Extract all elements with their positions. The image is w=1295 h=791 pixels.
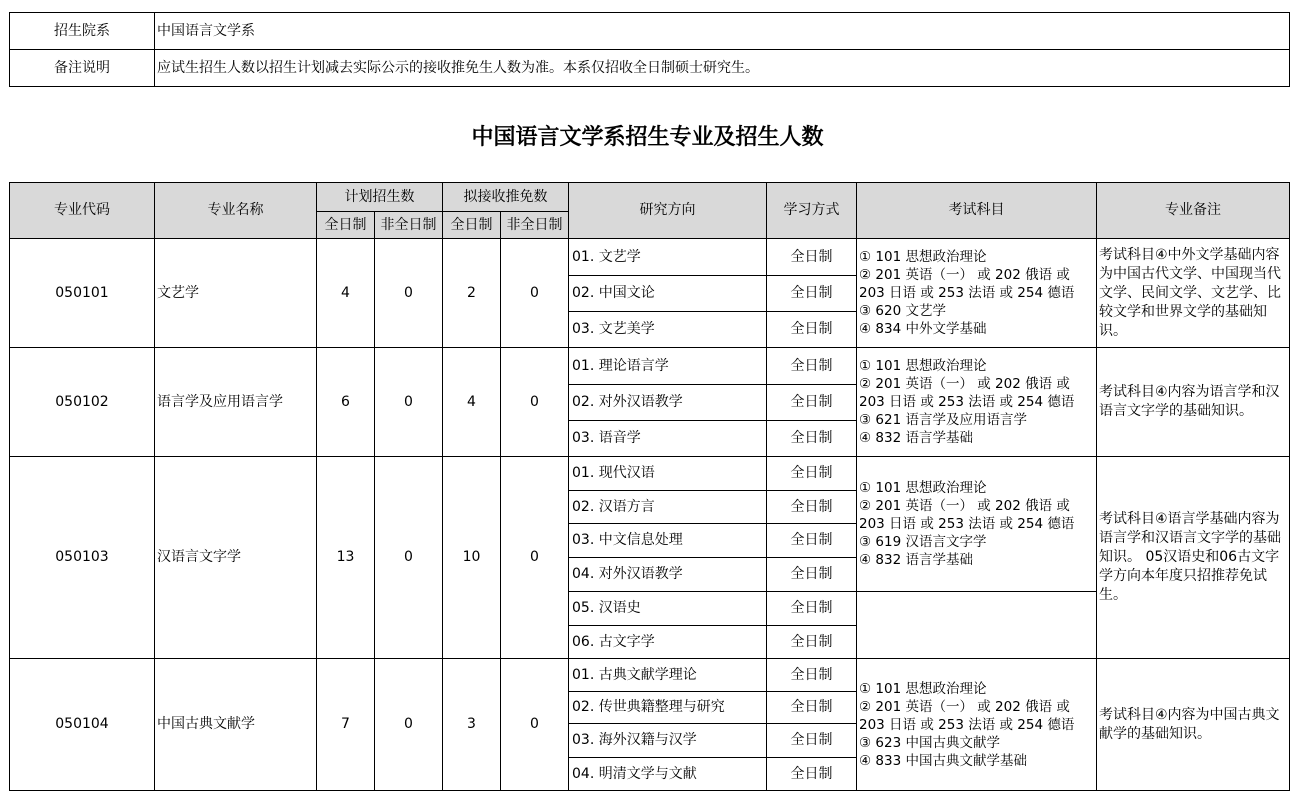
study-mode: 全日制 [767,385,857,421]
major-note-text: 考试科目④语言学基础内容为语言学和汉语言文字学的基础知识。 05汉语史和06古文字学方向本年度只招推荐免试生。 [1099,511,1281,603]
plan-part-count: 0 [375,457,443,659]
major-note [1097,348,1290,457]
header-code: 专业代码 [10,183,155,239]
rec-part-count: 0 [501,348,569,457]
header-plan-full: 全日制 [317,212,375,239]
major-name: 汉语言文字学 [155,457,317,659]
page-title: 中国语言文学系招生专业及招生人数 [471,125,824,150]
research-direction: 01. 古典文献学理论 [569,659,767,692]
exam-subject-line: ④ 834 中外文学基础 [859,321,987,337]
exam-subject-line: ① 101 思想政治理论 [859,358,987,374]
research-direction: 06. 古文字学 [569,626,767,659]
research-direction: 01. 理论语言学 [569,348,767,385]
table-row [10,239,1290,276]
header-mode: 学习方式 [767,183,857,239]
exam-subject-line: ③ 619 汉语言文字学 [859,534,987,550]
major-name: 中国古典文献学 [155,659,317,791]
exam-subject-line: ② 201 英语（一） 或 202 俄语 或 203 日语 或 253 法语 或 254 德语 [859,498,1075,532]
research-direction: 02. 对外汉语教学 [569,385,767,421]
study-mode: 全日制 [767,659,857,692]
major-note [1097,239,1290,348]
research-direction: 03. 语音学 [569,421,767,457]
header-exam: 考试科目 [857,183,1097,239]
rec-part-count: 0 [501,239,569,348]
plan-part-count: 0 [375,348,443,457]
header-recommend: 拟接收推免数 [443,183,569,212]
major-code: 050103 [10,457,155,659]
header-note: 专业备注 [1097,183,1290,239]
research-direction: 02. 中国文论 [569,276,767,312]
majors-body [10,239,1290,791]
header-plan-part: 非全日制 [375,212,443,239]
major-code: 050102 [10,348,155,457]
plan-part-count: 0 [375,659,443,791]
study-mode: 全日制 [767,239,857,276]
info-table [9,12,1290,87]
major-code: 050104 [10,659,155,791]
research-direction: 04. 明清文学与文献 [569,758,767,791]
research-direction: 01. 文艺学 [569,239,767,276]
study-mode: 全日制 [767,421,857,457]
exam-subjects-empty [857,592,1097,659]
exam-subject-line: ③ 621 语言学及应用语言学 [859,412,1027,428]
remark-label: 备注说明 [10,50,155,87]
major-name: 文艺学 [155,239,317,348]
research-direction: 02. 传世典籍整理与研究 [569,692,767,724]
table-row [10,659,1290,692]
study-mode: 全日制 [767,758,857,791]
major-note-text: 考试科目④中外文学基础内容为中国古代文学、中国现当代文学、民间文学、文艺学、比较文学和世界文学的基础知识。 [1099,246,1281,339]
table-row [10,348,1290,385]
rec-part-count: 0 [501,457,569,659]
exam-subject-line: ② 201 英语（一） 或 202 俄语 或 203 日语 或 253 法语 或 254 德语 [859,376,1075,410]
dept-label: 招生院系 [10,13,155,50]
study-mode: 全日制 [767,276,857,312]
research-direction: 03. 中文信息处理 [569,524,767,558]
exam-subject-line: ③ 620 文艺学 [859,303,946,319]
study-mode: 全日制 [767,491,857,524]
major-note [1097,659,1290,791]
exam-subject-line: ① 101 思想政治理论 [859,680,987,697]
header-rec-part: 非全日制 [501,212,569,239]
study-mode: 全日制 [767,348,857,385]
plan-part-count: 0 [375,239,443,348]
major-note-text: 考试科目④内容为中国古典文献学的基础知识。 [1099,706,1280,742]
rec-full-count: 10 [443,457,501,659]
major-name: 语言学及应用语言学 [155,348,317,457]
research-direction: 03. 海外汉籍与汉学 [569,724,767,758]
study-mode: 全日制 [767,524,857,558]
majors-table [9,182,1290,791]
header-direction: 研究方向 [569,183,767,239]
exam-subject-line: ④ 832 语言学基础 [859,430,973,446]
exam-subject-line: ① 101 思想政治理论 [859,249,987,265]
header-rec-full: 全日制 [443,212,501,239]
exam-subject-line: ③ 623 中国古典文献学 [859,734,1000,751]
research-direction: 01. 现代汉语 [569,457,767,491]
research-direction: 04. 对外汉语教学 [569,558,767,592]
plan-full-count: 7 [317,659,375,791]
study-mode: 全日制 [767,312,857,348]
dept-value: 中国语言文学系 [155,13,1290,50]
exam-subject-line: ② 201 英语（一） 或 202 俄语 或 203 日语 或 253 法语 或 254 德语 [859,267,1075,301]
study-mode: 全日制 [767,592,857,626]
rec-full-count: 4 [443,348,501,457]
research-direction: 05. 汉语史 [569,592,767,626]
study-mode: 全日制 [767,457,857,491]
study-mode: 全日制 [767,558,857,592]
exam-subjects [857,348,1097,457]
plan-full-count: 4 [317,239,375,348]
study-mode: 全日制 [767,626,857,659]
rec-full-count: 2 [443,239,501,348]
exam-subjects [857,659,1097,791]
plan-full-count: 13 [317,457,375,659]
exam-subjects [857,239,1097,348]
exam-subjects [857,457,1097,592]
major-code: 050101 [10,239,155,348]
exam-subject-line: ④ 832 语言学基础 [859,552,973,568]
exam-subject-line: ① 101 思想政治理论 [859,480,987,496]
dept-row [10,13,1290,50]
remark-value: 应试生招生人数以招生计划减去实际公示的接收推免生人数为准。本系仅招收全日制硕士研究生。 [155,50,1290,87]
remark-row [10,50,1290,87]
header-name: 专业名称 [155,183,317,239]
exam-subject-line: ④ 833 中国古典文献学基础 [859,752,1027,769]
research-direction: 02. 汉语方言 [569,491,767,524]
major-note-text: 考试科目④内容为语言学和汉语言文字学的基础知识。 [1099,384,1280,419]
exam-subject-line: ② 201 英语（一） 或 202 俄语 或 203 日语 或 253 法语 或 254 德语 [859,698,1075,733]
rec-full-count: 3 [443,659,501,791]
research-direction: 03. 文艺美学 [569,312,767,348]
study-mode: 全日制 [767,724,857,758]
study-mode: 全日制 [767,692,857,724]
plan-full-count: 6 [317,348,375,457]
header-row [10,183,1290,212]
table-row [10,457,1290,491]
rec-part-count: 0 [501,659,569,791]
major-note [1097,457,1290,659]
header-plan: 计划招生数 [317,183,443,212]
